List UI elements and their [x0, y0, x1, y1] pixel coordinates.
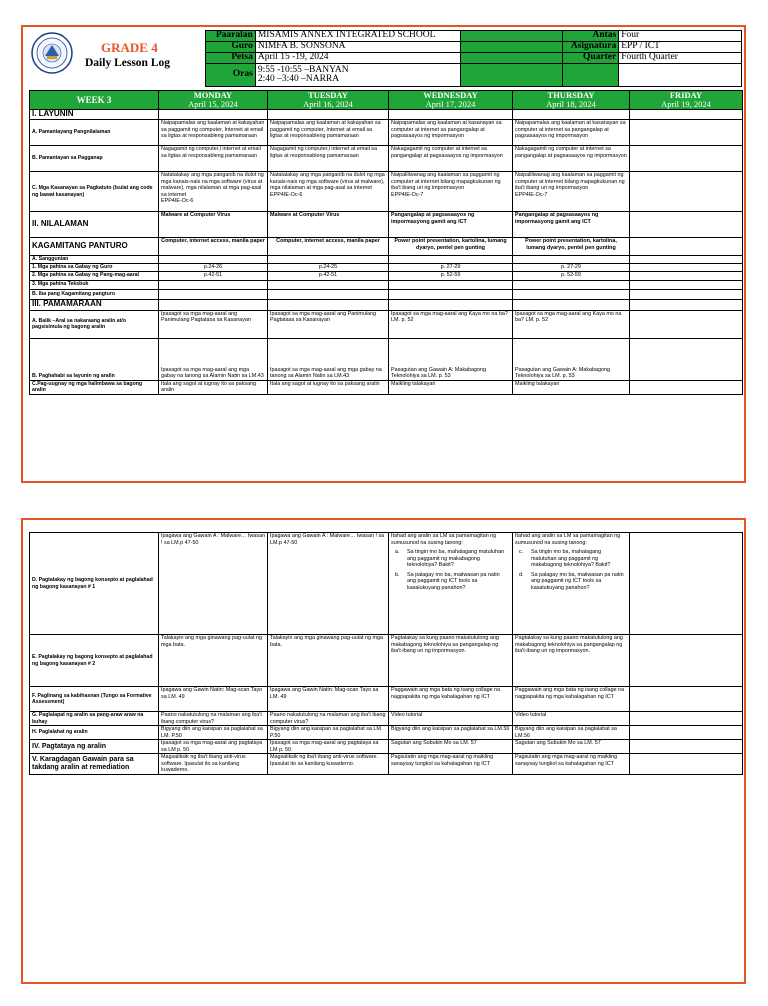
- cell-thursday: [513, 212, 630, 238]
- cell-tuesday: [268, 338, 389, 380]
- table-row: [30, 712, 743, 726]
- antas-label: Antas: [563, 31, 619, 42]
- cell-tuesday: [268, 212, 389, 238]
- table-row: [30, 635, 743, 687]
- table-row: [30, 299, 743, 310]
- table-row: [30, 263, 743, 271]
- cell-friday: [630, 338, 743, 380]
- question-number: a.: [395, 549, 400, 555]
- cell-monday: [159, 212, 268, 238]
- cell-friday: [630, 712, 743, 726]
- row-label: I. LAYUNIN: [30, 110, 159, 120]
- question-item: [391, 549, 510, 569]
- cell-monday: [159, 380, 268, 394]
- cell-wednesday: [389, 338, 513, 380]
- row-label: E. Pagtalakay ng bagong konsepto at paglalahad ng bagong kasanayan # 2: [30, 635, 159, 687]
- cell-thursday: [513, 110, 630, 120]
- cell-tuesday: [268, 380, 389, 394]
- row-label: A. Sanggunian: [30, 256, 159, 264]
- table-row: [30, 172, 743, 212]
- cell-wednesday: [389, 256, 513, 264]
- table-row: [30, 271, 743, 280]
- cell-monday: [159, 712, 268, 726]
- cell-text: Computer, internet access, manila paper: [276, 238, 380, 244]
- cell-text: p.24-26: [203, 263, 223, 270]
- day-thursday: THURSDAY April 18, 2024: [513, 91, 630, 110]
- cell-wednesday: [389, 172, 513, 212]
- cell-wednesday: [389, 110, 513, 120]
- cell-tuesday: [268, 110, 389, 120]
- cell-text: Nakagagamit ng computer at internet sa pangangalap at pagsasaayos ng impormasyon: [391, 146, 503, 159]
- cell-tuesday: [268, 280, 389, 289]
- petsa-value: April 15 -19, 2024: [255, 53, 461, 64]
- lesson-table-page-2: [29, 532, 743, 775]
- cell-tuesday: [268, 635, 389, 687]
- cell-wednesday: [389, 299, 513, 310]
- cell-text: p. 52-59: [440, 271, 461, 278]
- row-label: KAGAMITANG PANTURO: [30, 238, 159, 256]
- cell-monday: [159, 740, 268, 754]
- cell-monday: [159, 146, 268, 172]
- cell-friday: [630, 299, 743, 310]
- lesson-table-page-1: [29, 90, 743, 395]
- table-row: [30, 146, 743, 172]
- table-row: [30, 687, 743, 712]
- cell-text: Itala ang sagot at iugnay ito sa paksang aralin: [161, 380, 257, 393]
- cell-thursday: [513, 712, 630, 726]
- table-row: [30, 110, 743, 120]
- cell-text: Ipagawa ang Gawin Natin: Mag-scan Tayo sa LM. 49: [161, 687, 263, 700]
- cell-tuesday: [268, 238, 389, 256]
- cell-text: Itahad ang aralin sa LM sa pamamagitan ng sumusunod na susing tanong:: [391, 533, 497, 546]
- cell-text: p. 27-29: [561, 263, 581, 270]
- table-row: [30, 289, 743, 299]
- cell-thursday: [513, 338, 630, 380]
- cell-text: Paano nakatutulong na malaman ang iba't ibang computer virus?: [270, 712, 386, 725]
- cell-text: Malware at Computer Virus: [161, 212, 231, 218]
- cell-text: Nagagamit ng computer,l internet at email sa ligtas at responsableng pamamaraan: [270, 146, 377, 159]
- table-row: [30, 726, 743, 740]
- cell-monday: [159, 635, 268, 687]
- table-row: [30, 120, 743, 146]
- question-number: c.: [519, 549, 524, 555]
- oras-label: Oras: [206, 64, 256, 87]
- cell-text: Pangangalap at pagsasaayos ng impormasyong gamit ang ICT: [391, 212, 475, 225]
- cell-text: Maikling talakayan: [515, 380, 560, 387]
- question-item: [515, 549, 627, 569]
- cell-thursday: [513, 146, 630, 172]
- cell-text: Pasagutan ang Gawain A: Makabagong Teknolohiya sa LM. p. 53: [391, 366, 487, 379]
- question-text: Sa palagay mo ba, maiiwasan pa natin ang paggamit ng ICT tools sa kasalukuyang panahon?: [407, 571, 500, 591]
- cell-text: Ipasagot sa mga mag-aaral ang mga gabay na tanong sa Alamin Natin sa LM.43: [270, 366, 382, 379]
- cell-text: Ipagawa ang Gawin Natin: Mag-scan Tayo sa LM. 49: [270, 687, 379, 700]
- cell-monday: [159, 238, 268, 256]
- cell-tuesday: [268, 289, 389, 299]
- cell-wednesday: [389, 380, 513, 394]
- cell-friday: [630, 110, 743, 120]
- row-label: C. Mga Kasanayan sa Pagkatuto (Isulat ang code ng bawat kasanayan): [30, 172, 159, 212]
- cell-friday: [630, 726, 743, 740]
- cell-wednesday: [389, 238, 513, 256]
- cell-text: Itahad ang aralin sa LM sa pamamagitan ng sumusunod na susing tanong:: [515, 533, 621, 546]
- row-label: B. Iba pang Kagamitang pangturo: [30, 289, 159, 299]
- question-number: d.: [519, 571, 524, 578]
- day-monday: MONDAY April 15, 2024: [159, 91, 268, 110]
- cell-tuesday: [268, 754, 389, 775]
- cell-monday: [159, 533, 268, 635]
- cell-tuesday: [268, 263, 389, 271]
- cell-wednesday: [389, 740, 513, 754]
- cell-wednesday: [389, 280, 513, 289]
- cell-friday: [630, 754, 743, 775]
- cell-text: Ipagawa ang Gawain A : Malware… Iwasan ! sa LM.p 47-50: [161, 533, 265, 546]
- cell-wednesday: [389, 271, 513, 280]
- cell-friday: [630, 238, 743, 256]
- cell-tuesday: [268, 256, 389, 264]
- cell-text: Ipagawa ang Gawain A : Malware… Iwasan ! sa LM.p 47-50: [270, 533, 385, 546]
- cell-thursday: [513, 635, 630, 687]
- cell-monday: [159, 754, 268, 775]
- cell-text: Naipapamalas ang kaalaman at kasanayan sa computer at internet sa pangangalap at pagsasaayos ng impormasyon: [515, 120, 626, 139]
- cell-text: Natatalakay ang mga panganib na dulot ng mga kanais-nais na mga software (virus at malware), mga nilalaman at mga pag-asal sa internet EPP4IE-Oc-6: [161, 172, 264, 204]
- cell-text: Bigyang diin ang kaisipan sa paglalahat sa LM. P.50: [161, 726, 263, 739]
- cell-wednesday: [389, 120, 513, 146]
- cell-thursday: [513, 256, 630, 264]
- question-text: Sa tingin mo ba, mahalagang matutuhan ang paggamit ng makabagong teknolohiya? Bakit?: [531, 549, 611, 568]
- cell-text: Itala ang sagot at iugnay ito sa paksang aralin: [270, 380, 380, 387]
- row-label: 2. Mga pahina sa Gabay ng Pang-mag-aaral: [30, 271, 159, 280]
- table-row: [30, 280, 743, 289]
- cell-text: Pagsulatin ang mga mag-aaral ng maikling sanaysay tungkol sa kahalagahan ng ICT: [515, 754, 618, 767]
- cell-thursday: [513, 740, 630, 754]
- cell-thursday: [513, 271, 630, 280]
- table-row: [30, 533, 743, 635]
- cell-monday: [159, 310, 268, 338]
- cell-monday: [159, 280, 268, 289]
- question-text: Sa palagay mo ba, maiiwasan pa natin ang paggamit ng ICT tools sa kasalukuyang panahon?: [531, 571, 624, 591]
- cell-thursday: [513, 687, 630, 712]
- cell-text: Pangangalap at pagsasaayos ng impormasyong gamit ang ICT: [515, 212, 599, 225]
- cell-thursday: [513, 754, 630, 775]
- day-friday: FRIDAY April 19, 2024: [630, 91, 743, 110]
- cell-wednesday: [389, 754, 513, 775]
- cell-text: Naipapamalas ang kaalaman at kakayahan sa paggamit ng computer, Internet at email sa ligtas at responsableng pamamaraan: [270, 120, 381, 139]
- paaralan-label: Paaralan: [206, 31, 256, 42]
- table-row: [30, 310, 743, 338]
- cell-thursday: [513, 380, 630, 394]
- quarter-label: Quarter: [563, 53, 619, 64]
- cell-text: p.42-51: [203, 271, 223, 278]
- row-label: F. Paglinang sa kabihasnan (Tungo sa Formative Assessment): [30, 687, 159, 712]
- document-title: Daily Lesson Log: [85, 57, 170, 69]
- cell-wednesday: [389, 289, 513, 299]
- row-label: III. PAMAMARAAN: [30, 299, 159, 310]
- cell-tuesday: [268, 120, 389, 146]
- cell-text: Paggawain ang mga bata ng isang collage na nagpapakita ng mga kahalagahan ng ICT: [391, 687, 501, 700]
- cell-tuesday: [268, 172, 389, 212]
- cell-text: Bigyang diin ang kaisipan sa paglalahat sa LM.56: [391, 726, 510, 732]
- deped-seal-icon: [31, 32, 73, 74]
- cell-text: Pagtalakay sa kung paano makatutulong ang makabagong teknolohiya sa pangangalap ng iba't-ibang uri ng impormasyon.: [515, 635, 623, 654]
- cell-thursday: [513, 238, 630, 256]
- cell-friday: [630, 271, 743, 280]
- cell-friday: [630, 280, 743, 289]
- cell-wednesday: [389, 712, 513, 726]
- cell-monday: [159, 110, 268, 120]
- row-label: V. Karagdagan Gawain para sa takdang aralin at remediation: [30, 754, 159, 775]
- cell-text: p.24-25: [318, 263, 338, 270]
- cell-friday: [630, 635, 743, 687]
- cell-friday: [630, 687, 743, 712]
- cell-text: Pagtalakay sa kung paano makatutulong ang makabagong teknolohiya sa pangangalap ng iba't-ibang uri ng impormasyon.: [391, 635, 499, 654]
- row-label: G. Paglalapat ng aralin sa pang-araw araw na buhay: [30, 712, 159, 726]
- cell-friday: [630, 256, 743, 264]
- cell-text: Ipasagot sa mga mag-aaral ang Kaya mo na ba? LM. p. 52: [515, 310, 622, 323]
- cell-wednesday: [389, 146, 513, 172]
- cell-tuesday: [268, 146, 389, 172]
- cell-text: Bigyang diin ang kaisipan sa paglalahat sa LM.56: [515, 726, 617, 739]
- question-item: [515, 572, 627, 592]
- cell-text: Sagutan ang Subukin Mo sa LM. 57: [391, 740, 477, 746]
- cell-text: Talakayin ang mga ginawang pag-uulat ng mga bata.: [270, 635, 383, 648]
- cell-friday: [630, 289, 743, 299]
- cell-monday: [159, 256, 268, 264]
- cell-monday: [159, 687, 268, 712]
- cell-text: Sagutan ang Subukin Mo sa LM. 57: [515, 740, 601, 746]
- cell-tuesday: [268, 299, 389, 310]
- cell-wednesday: [389, 687, 513, 712]
- cell-friday: [630, 380, 743, 394]
- cell-text: Video tutorial: [391, 712, 423, 718]
- row-label: IV. Pagtataya ng aralin: [30, 740, 159, 754]
- day-tuesday: TUESDAY April 16, 2024: [268, 91, 389, 110]
- cell-text: p.42-51: [318, 271, 338, 278]
- paaralan-value: MISAMIS ANNEX INTEGRATED SCHOOL: [255, 31, 461, 42]
- week-label: WEEK 3: [30, 91, 159, 110]
- cell-monday: [159, 263, 268, 271]
- cell-text: Nakagagamit ng computer at internet sa pangangalap at pagsasaayos ng impormasyon: [515, 146, 627, 159]
- cell-wednesday: [389, 263, 513, 271]
- row-label: A. Pamantayang Pangnilalaman: [30, 120, 159, 146]
- cell-friday: [630, 533, 743, 635]
- lesson-log-page-1: [21, 25, 746, 483]
- cell-monday: [159, 289, 268, 299]
- question-number: b.: [395, 571, 400, 578]
- asignatura-value: EPP / ICT: [619, 42, 742, 53]
- guro-label: Guro: [206, 42, 256, 53]
- cell-text: Video tutorial: [515, 712, 547, 718]
- oras-line-2: 2:40 –3:40 –NARRA: [257, 74, 340, 84]
- cell-text: Ipasagot sa mga mag-aaral ang pagtataya sa LM p. 50: [161, 740, 263, 753]
- cell-tuesday: [268, 726, 389, 740]
- cell-text: Naipapamalas ang kaalaman at kakayahan sa paggamit ng computer, Internet at email sa ligtas at responsableng pamamaraan: [161, 120, 265, 139]
- cell-text: Paggawain ang mga bata ng isang collage na nagpapakita ng mga kahalagahan ng ICT: [515, 687, 625, 700]
- cell-text: Ipasagot sa mga mag-aaral ang pagtataya sa LM p. 50: [270, 740, 379, 753]
- row-label: B. Pamantayan sa Pagganap: [30, 146, 159, 172]
- header: [29, 30, 742, 89]
- cell-text: Paano nakatutulong na malaman ang iba't ibang computer virus?: [161, 712, 262, 725]
- cell-tuesday: [268, 687, 389, 712]
- table-row: [30, 256, 743, 264]
- cell-wednesday: [389, 533, 513, 635]
- cell-text: Naipaliliwanag ang kaalaman sa paggamit ng computer at internet bilang mapagkukunan ng iba't ibang uri ng impormasyon EPP4IE-Oc-7: [515, 172, 625, 198]
- oras-line-1: 9:55 -10:55 –BANYAN: [257, 64, 349, 75]
- cell-monday: [159, 726, 268, 740]
- question-item: [391, 572, 510, 592]
- row-label: D. Pagtalakay ng bagong konsepto at paglalahad ng bagong kasanayan # 1: [30, 533, 159, 635]
- cell-text: Power point presentation, kartolina, lumang dyaryo, pentel pen gunting: [394, 238, 507, 251]
- table-row: [30, 740, 743, 754]
- cell-text: Computer, internet access, manila paper: [161, 238, 265, 244]
- row-label: A. Balik –Aral sa nakaraang aralin at/o pagsisimula ng bagong aralin: [30, 310, 159, 338]
- table-row: [30, 338, 743, 380]
- row-label: C.Pag-uugnay ng mga halimbawa sa bagong aralin: [30, 380, 159, 394]
- cell-thursday: [513, 289, 630, 299]
- cell-wednesday: [389, 726, 513, 740]
- cell-friday: [630, 172, 743, 212]
- cell-wednesday: [389, 310, 513, 338]
- cell-text: Natatalakay ang mga panganib na dulot ng mga kanais-nais ng mga software (virus at malware), mga nilalaman at mga pag-asal sa internet EPP4IE-Oc-6: [270, 172, 385, 198]
- cell-thursday: [513, 726, 630, 740]
- cell-text: Power point presentation, kartolina, lumang dyaryo, pentel pen gunting: [525, 238, 617, 251]
- cell-wednesday: [389, 635, 513, 687]
- cell-text: Ipasagot sa mga mag-aaral ang Panimulang Pagtatasa sa Kasanayan: [270, 310, 377, 323]
- cell-monday: [159, 338, 268, 380]
- cell-text: Bigyang diin ang kaisipan sa paglalahat sa LM. P.50: [270, 726, 383, 739]
- cell-friday: [630, 263, 743, 271]
- oras-value: [255, 64, 461, 87]
- lesson-log-page-2: [21, 518, 746, 984]
- cell-thursday: [513, 172, 630, 212]
- grade-title: GRADE 4: [101, 40, 158, 55]
- guro-value: NIMFA B. SONSONA: [255, 42, 461, 53]
- cell-text: Magsaliksik ng iba't ibang anti-virus software. Ipasulat ito sa kanilang kuwaderno.: [270, 754, 378, 767]
- cell-friday: [630, 212, 743, 238]
- cell-monday: [159, 120, 268, 146]
- cell-friday: [630, 740, 743, 754]
- cell-text: Ipasagot sa mga mag-aaral ang Kaya mo na ba? LM. p. 52: [391, 310, 508, 323]
- cell-tuesday: [268, 310, 389, 338]
- row-label: 1. Mga pahina sa Gabay ng Guro: [30, 263, 159, 271]
- asignatura-label: Asignatura: [563, 42, 619, 53]
- cell-monday: [159, 172, 268, 212]
- cell-thursday: [513, 280, 630, 289]
- day-wednesday: WEDNESDAY April 17, 2024: [389, 91, 513, 110]
- cell-text: Nagagamit ng computer,l internet at email sa ligtas at responsableng pamamaraan: [161, 146, 261, 159]
- cell-friday: [630, 120, 743, 146]
- cell-text: Naipapamalas ang kaalaman at kasanayan sa computer at internet sa pangangalap at pagsasaayos ng impormasyon: [391, 120, 502, 139]
- week-header-row: [30, 91, 743, 110]
- table-row: [30, 212, 743, 238]
- cell-thursday: [513, 263, 630, 271]
- cell-friday: [630, 310, 743, 338]
- cell-thursday: [513, 120, 630, 146]
- cell-thursday: [513, 310, 630, 338]
- cell-thursday: [513, 299, 630, 310]
- petsa-label: Petsa: [206, 53, 256, 64]
- cell-text: Pagsulatin ang mga mag-aaral ng maikling sanaysay tungkol sa kahalagahan ng ICT: [391, 754, 494, 767]
- table-row: [30, 380, 743, 394]
- cell-tuesday: [268, 712, 389, 726]
- cell-text: Magsaliksik ng iba't ibang anti-virus software. Ipasulat ito sa kanilang kuwaderno.: [161, 754, 246, 773]
- cell-monday: [159, 271, 268, 280]
- row-label: H. Paglalahat ng aralin: [30, 726, 159, 740]
- cell-tuesday: [268, 740, 389, 754]
- question-text: Sa tingin mo ba, mahalagang matutuhan ang paggamit ng makabagong teknolohiya? Bakit?: [407, 549, 505, 568]
- cell-tuesday: [268, 533, 389, 635]
- header-info-table: [205, 30, 742, 87]
- cell-text: p. 27-29: [440, 263, 461, 270]
- cell-thursday: [513, 533, 630, 635]
- cell-tuesday: [268, 271, 389, 280]
- cell-text: p. 52-59: [561, 271, 581, 278]
- cell-text: Naipaliliwanag ang kaalaman sa paggamit ng computer at internet bilang mapagkukunan ng iba't ibang uri ng impormasyon EPP4IE-Oc-7: [391, 172, 501, 198]
- cell-friday: [630, 146, 743, 172]
- row-label: II. NILALAMAN: [30, 212, 159, 238]
- row-label: B. Paghahabi sa layunin ng aralin: [30, 338, 159, 380]
- quarter-value: Fourth Quarter: [619, 53, 742, 64]
- table-row: [30, 238, 743, 256]
- table-row: [30, 754, 743, 775]
- antas-value: Four: [619, 31, 742, 42]
- cell-text: Talakayin ang mga ginawang pag-uulat ng mga bata.: [161, 635, 262, 648]
- cell-text: Malware at Computer Virus: [270, 212, 340, 218]
- cell-text: Ipasagot sa mga mag-aaral ang Panimulang Pagtatasa sa Kasanayan: [161, 310, 251, 323]
- row-label: 3. Mga pahina Teksbuk: [30, 280, 159, 289]
- cell-text: Pasagutan ang Gawain A: Makabagong Teknolohiya sa LM. p. 53: [515, 366, 611, 379]
- cell-wednesday: [389, 212, 513, 238]
- cell-text: Maikling talakayan: [391, 380, 436, 387]
- cell-text: Ipasagot sa mga mag-aaral ang mga gabay na tanong sa Alamin Natin sa LM.43: [161, 366, 264, 379]
- cell-monday: [159, 299, 268, 310]
